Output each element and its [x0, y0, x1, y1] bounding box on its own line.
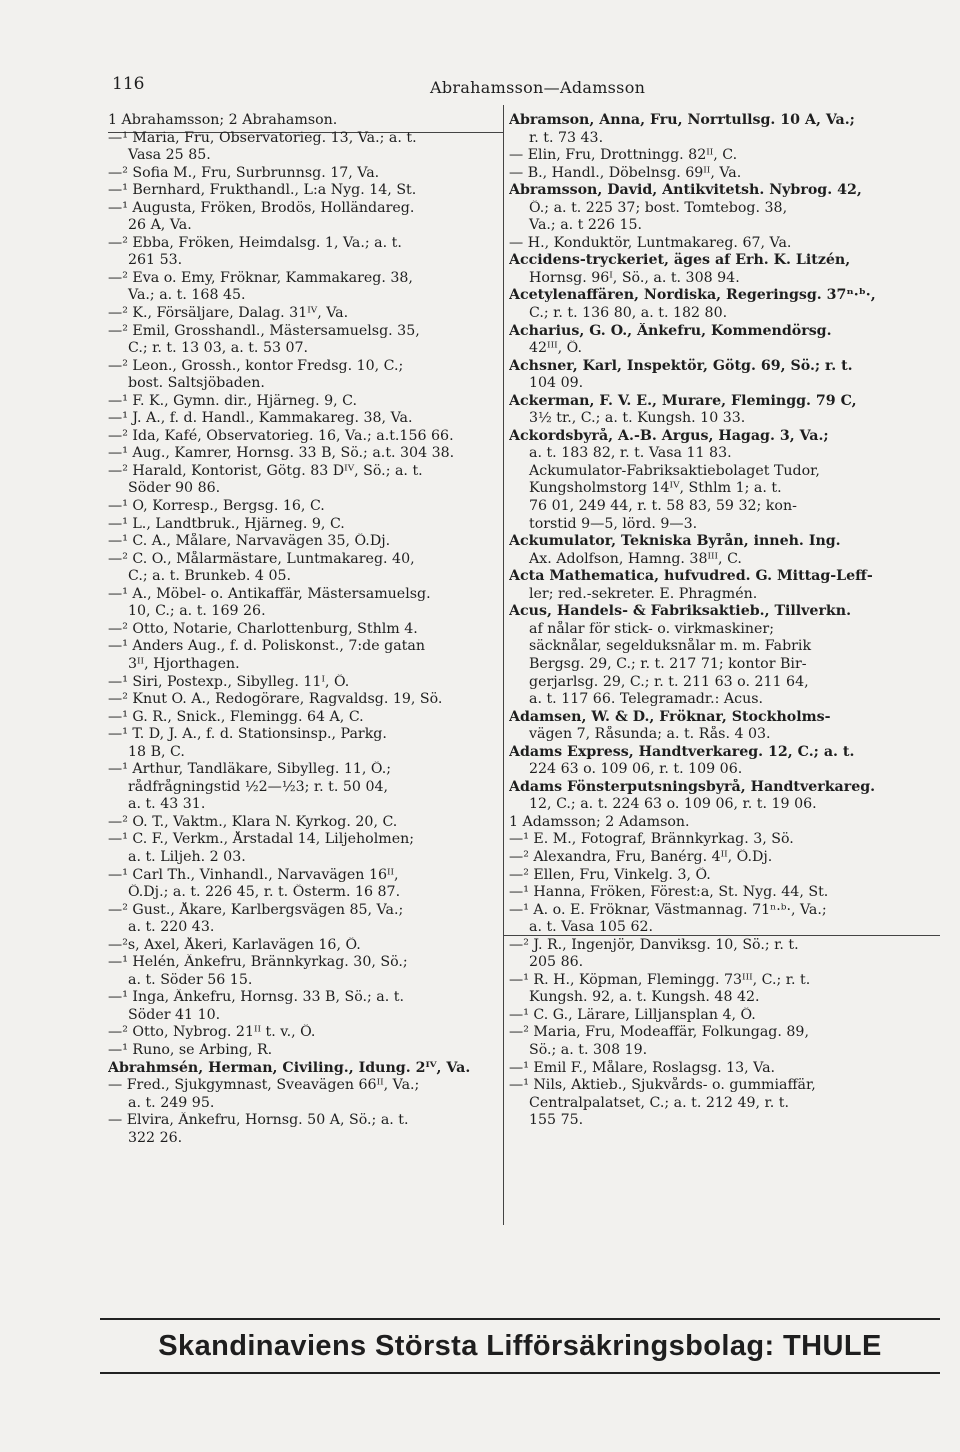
directory-entry-line: —² Sofia M., Fru, Surbrunnsg. 17, Va. — [108, 164, 380, 181]
directory-entry-line: Ackordsbyrå, A.-B. Argus, Hagag. 3, Va.; — [509, 427, 829, 444]
directory-entry-line: — Elin, Fru, Drottningg. 82ᴵᴵ, C. — [509, 147, 738, 164]
directory-entry-line: Kungsh. 92, a. t. Kungsh. 48 42. — [529, 989, 760, 1006]
directory-entry-line: 42ᴵᴵᴵ, Ö. — [529, 340, 582, 357]
directory-entry-line: 18 B, C. — [128, 743, 185, 760]
directory-entry-line: Sö.; a. t. 308 19. — [529, 1041, 648, 1058]
directory-entry-line: a. t. Vasa 105 62. — [529, 919, 654, 936]
directory-entry-line: — H., Konduktör, Luntmakareg. 67, Va. — [509, 234, 792, 251]
directory-entry-line: Acharius, G. O., Änkefru, Kommendörsg. — [509, 322, 832, 339]
directory-entry-line: Adams Fönsterputsningsbyrå, Handtverkareg. — [509, 778, 876, 795]
directory-entry-line: a. t. 249 95. — [128, 1094, 215, 1111]
directory-entry-line: —¹ Anders Aug., f. d. Poliskonst., 7:de gatan — [108, 638, 425, 655]
directory-entry-line: vägen 7, Råsunda; a. t. Rås. 4 03. — [529, 726, 771, 743]
directory-entry-line: Ö.Dj.; a. t. 226 45, r. t. Österm. 16 87. — [128, 884, 401, 901]
directory-entry-line: af nålar för stick- o. virkmaskiner; — [529, 620, 774, 637]
directory-entry-line: — B., Handl., Döbelnsg. 69ᴵᴵ, Va. — [509, 164, 742, 181]
directory-entry-line: —¹ Emil F., Målare, Roslagsg. 13, Va. — [509, 1059, 776, 1076]
directory-entry-line: Acta Mathematica, hufvudred. G. Mittag-Leff- — [509, 568, 873, 585]
directory-entry-line: —¹ Nils, Aktieb., Sjukvårds- o. gummiaffär, — [509, 1077, 816, 1094]
directory-entry-line: gerjarlsg. 29, C.; r. t. 211 63 o. 211 64, — [529, 673, 809, 690]
directory-entry-line: —² J. R., Ingenjör, Danviksg. 10, Sö.; r. t. — [509, 936, 799, 953]
directory-entry-line: Acus, Handels- & Fabriksaktieb., Tillverkn. — [509, 603, 852, 620]
directory-entry-line: Acetylenaffären, Nordiska, Regeringsg. 37ⁿ·ᵇ·, — [509, 287, 876, 304]
footer-rule-bottom — [100, 1372, 940, 1374]
directory-entry-line: Söder 41 10. — [128, 1006, 221, 1023]
directory-entry-line: Achsner, Karl, Inspektör, Götg. 69, Sö.; r. t. — [509, 357, 853, 374]
directory-entry-line: a. t. Söder 56 15. — [128, 971, 253, 988]
directory-entry-line: a. t. Liljeh. 2 03. — [128, 848, 246, 865]
directory-entry-line: —¹ C. A., Målare, Narvavägen 35, Ö.Dj. — [108, 533, 391, 550]
directory-entry-line: —² Ida, Kafé, Observatorieg. 16, Va.; a.t.156 66. — [108, 427, 454, 444]
directory-entry-line: —¹ Bernhard, Frukthandl., L:a Nyg. 14, St. — [108, 182, 417, 199]
directory-entry-line: 224 63 o. 109 06, r. t. 109 06. — [529, 761, 743, 778]
directory-entry-line: Hornsg. 96ᴵ, Sö., a. t. 308 94. — [529, 269, 740, 286]
directory-entry-line: —² Eva o. Emy, Fröknar, Kammakareg. 38, — [108, 269, 413, 286]
directory-entry-line: —¹ C. G., Lärare, Lilljansplan 4, Ö. — [509, 1006, 756, 1023]
directory-entry-line: Accidens-tryckeriet, äges af Erh. K. Litzén, — [509, 252, 851, 269]
directory-entry-line: —¹ E. M., Fotograf, Brännkyrkag. 3, Sö. — [509, 831, 794, 848]
right-column — [509, 112, 939, 1130]
directory-entry-line: —² Maria, Fru, Modeaffär, Folkungag. 89, — [509, 1024, 809, 1041]
directory-entry-line: Vasa 25 85. — [128, 147, 211, 164]
directory-entry-line: —¹ C. F., Verkm., Årstadal 14, Liljeholmen; — [108, 831, 415, 848]
left-entries — [108, 130, 526, 1148]
directory-entry-line: torstid 9—5, lörd. 9—3. — [529, 515, 698, 532]
directory-entry-line: 10, C.; a. t. 169 26. — [128, 603, 266, 620]
directory-entry-line: —² Otto, Nybrog. 21ᴵᴵ t. v., Ö. — [108, 1024, 316, 1041]
directory-entry-line: Abrahmsén, Herman, Civiling., Idung. 2ᴵⱽ, Va. — [108, 1059, 471, 1076]
directory-entry-line: Va.; a. t 226 15. — [529, 217, 643, 234]
directory-entry-line: —¹ Hanna, Fröken, Förest:a, St. Nyg. 44, St. — [509, 884, 829, 901]
directory-entry-line: C.; r. t. 13 03, a. t. 53 07. — [128, 340, 309, 357]
directory-entry-line: —¹ G. R., Snick., Flemingg. 64 A, C. — [108, 708, 364, 725]
directory-entry-line: Söder 90 86. — [128, 480, 221, 497]
directory-entry-line: 76 01, 249 44, r. t. 58 83, 59 32; kon- — [529, 498, 797, 515]
footer-rule-top — [100, 1318, 940, 1320]
directory-entry-line: —¹ A. o. E. Fröknar, Västmannag. 71ⁿ·ᵇ·, Va.; — [509, 901, 827, 918]
running-head: Abrahamsson—Adamsson — [430, 78, 646, 97]
directory-entry-line: Ö.; a. t. 225 37; bost. Tomtebog. 38, — [529, 199, 788, 216]
directory-entry-line: —¹ Aug., Kamrer, Hornsg. 33 B, Sö.; a.t. 304 38. — [108, 445, 455, 462]
directory-entry-line: —² Gust., Åkare, Karlbergsvägen 85, Va.; — [108, 901, 404, 918]
directory-entry-line: Abramsson, David, Antikvitetsh. Nybrog. 42, — [509, 182, 862, 199]
directory-entry-line: — Fred., Sjukgymnast, Sveavägen 66ᴵᴵ, Va.; — [108, 1077, 420, 1094]
directory-entry-line: Va.; a. t. 168 45. — [128, 287, 246, 304]
directory-entry-line: bost. Saltsjöbaden. — [128, 375, 265, 392]
directory-entry-line: —¹ R. H., Köpman, Flemingg. 73ᴵᴵᴵ, C.; r. t. — [509, 971, 811, 988]
directory-entry-line: —¹ J. A., f. d. Handl., Kammakareg. 38, Va. — [108, 410, 413, 427]
directory-entry-line: —¹ Augusta, Fröken, Brodös, Holländareg. — [108, 199, 415, 216]
directory-entry-line: Ackumulator-Fabriksaktiebolaget Tudor, — [529, 462, 820, 479]
directory-entry-line: a. t. 117 66. Telegramadr.: Acus. — [529, 691, 764, 708]
directory-entry-line: a. t. 43 31. — [128, 796, 206, 813]
directory-entry-line: —¹ Siri, Postexp., Sibylleg. 11ᴵ, Ö. — [108, 673, 350, 690]
directory-entry-line: —¹ Helén, Änkefru, Brännkyrkag. 30, Sö.; — [108, 954, 408, 971]
directory-entry-line: Centralpalatset, C.; a. t. 212 49, r. t. — [529, 1094, 789, 1111]
directory-entry-line: C.; a. t. Brunkeb. 4 05. — [128, 568, 292, 585]
directory-entry-line: 261 53. — [128, 252, 183, 269]
directory-entry-line: —¹ L., Landtbruk., Hjärneg. 9, C. — [108, 515, 345, 532]
directory-entry-line: 205 86. — [529, 954, 584, 971]
directory-entry-line: 155 75. — [529, 1112, 584, 1129]
directory-entry-line: rådfrågningstid ½2—½3; r. t. 50 04, — [128, 778, 389, 795]
directory-entry-line: —¹ F. K., Gymn. dir., Hjärneg. 9, C. — [108, 392, 358, 409]
directory-entry-line: 322 26. — [128, 1129, 183, 1146]
footer-advertisement: Skandinaviens Största Lifförsäkringsbolag: THULE — [158, 1330, 882, 1362]
directory-entry-line: —² Harald, Kontorist, Götg. 83 Dᴵⱽ, Sö.; a. t. — [108, 462, 423, 479]
directory-entry-line: —² Otto, Notarie, Charlottenburg, Sthlm 4. — [108, 620, 418, 637]
directory-entry-line: —² Ellen, Fru, Vinkelg. 3, Ö. — [509, 866, 711, 883]
directory-entry-line: —¹ O, Korresp., Bergsg. 16, C. — [108, 498, 325, 515]
directory-entry-line: Bergsg. 29, C.; r. t. 217 71; kontor Bir- — [529, 655, 807, 672]
directory-entry-line: säcknålar, segelduksnålar m. m. Fabrik — [529, 638, 812, 655]
directory-entry-line: C.; r. t. 136 80, a. t. 182 80. — [529, 305, 728, 322]
directory-entry-line: Ax. Adolfson, Hamng. 38ᴵᴵᴵ, C. — [529, 550, 742, 567]
directory-entry-line: —¹ Arthur, Tandläkare, Sibylleg. 11, Ö.; — [108, 761, 392, 778]
directory-entry-line: —¹ Runo, se Arbing, R. — [108, 1041, 273, 1058]
directory-entry-line: Kungsholmstorg 14ᴵⱽ, Sthlm 1; a. t. — [529, 480, 782, 497]
directory-entry-line: ler; red.-sekreter. E. Phragmén. — [529, 585, 758, 602]
directory-entry-line: —¹ Maria, Fru, Observatorieg. 13, Va.; a. t. — [108, 129, 417, 146]
directory-entry-line: Ackerman, F. V. E., Murare, Flemingg. 79 C, — [509, 392, 857, 409]
left-column — [108, 112, 526, 1147]
directory-entry-line: a. t. 220 43. — [128, 919, 215, 936]
directory-entry-line: 12, C.; a. t. 224 63 o. 109 06, r. t. 19 06. — [529, 796, 817, 813]
directory-entry-line: —¹ A., Möbel- o. Antikaffär, Mästersamuelsg. — [108, 585, 431, 602]
directory-entry-line: Ackumulator, Tekniska Byrån, inneh. Ing. — [509, 533, 841, 550]
directory-entry-line: Abramson, Anna, Fru, Norrtullsg. 10 A, Va.; — [509, 112, 855, 128]
directory-entry-line: 26 A, Va. — [128, 217, 192, 234]
directory-entry-line: 3ᴵᴵ, Hjorthagen. — [128, 655, 240, 672]
directory-entry-line: r. t. 73 43. — [529, 129, 604, 146]
directory-entry-line: —¹ T. D, J. A., f. d. Stationsinsp., Parkg. — [108, 726, 387, 743]
directory-entry-line: —² Knut O. A., Redogörare, Ragvaldsg. 19, Sö. — [108, 691, 443, 708]
directory-entry-line: —²s, Axel, Åkeri, Karlavägen 16, Ö. — [108, 936, 361, 953]
directory-entry-line: —¹ Carl Th., Vinhandl., Narvavägen 16ᴵᴵ, — [108, 866, 399, 883]
directory-entry-line: —¹ Inga, Änkefru, Hornsg. 33 B, Sö.; a. t. — [108, 989, 404, 1006]
directory-entry-line: —² Ebba, Fröken, Heimdalsg. 1, Va.; a. t. — [108, 234, 402, 251]
directory-entry-line: —² Emil, Grosshandl., Mästersamuelsg. 35, — [108, 322, 420, 339]
directory-entry-line: —² O. T., Vaktm., Klara N. Kyrkog. 20, C. — [108, 813, 398, 830]
right-entries — [509, 112, 939, 1130]
directory-entry-line: —² K., Försäljare, Dalag. 31ᴵⱽ, Va. — [108, 305, 349, 322]
directory-entry-line: 104 09. — [529, 375, 584, 392]
directory-entry-line: —² C. O., Målarmästare, Luntmakareg. 40, — [108, 550, 415, 567]
page-number: 116 — [112, 74, 145, 94]
directory-entry-line: a. t. 183 82, r. t. Vasa 11 83. — [529, 445, 732, 462]
column-heading: 1 Abrahamsson; 2 Abrahamson. — [108, 112, 338, 128]
directory-entry-line: — Elvira, Änkefru, Hornsg. 50 A, Sö.; a. t. — [108, 1112, 409, 1129]
directory-entry-line: 1 Adamsson; 2 Adamson. — [509, 813, 690, 830]
directory-entry-line: —² Alexandra, Fru, Banérg. 4ᴵᴵ, Ö.Dj. — [509, 848, 773, 865]
directory-entry-line: Adams Express, Handtverkareg. 12, C.; a. t. — [509, 743, 855, 760]
directory-entry-line: Adamsen, W. & D., Fröknar, Stockholms- — [509, 708, 831, 725]
directory-entry-line: 3½ tr., C.; a. t. Kungsh. 10 33. — [529, 410, 746, 427]
directory-entry-line: —² Leon., Grossh., kontor Fredsg. 10, C.; — [108, 357, 404, 374]
